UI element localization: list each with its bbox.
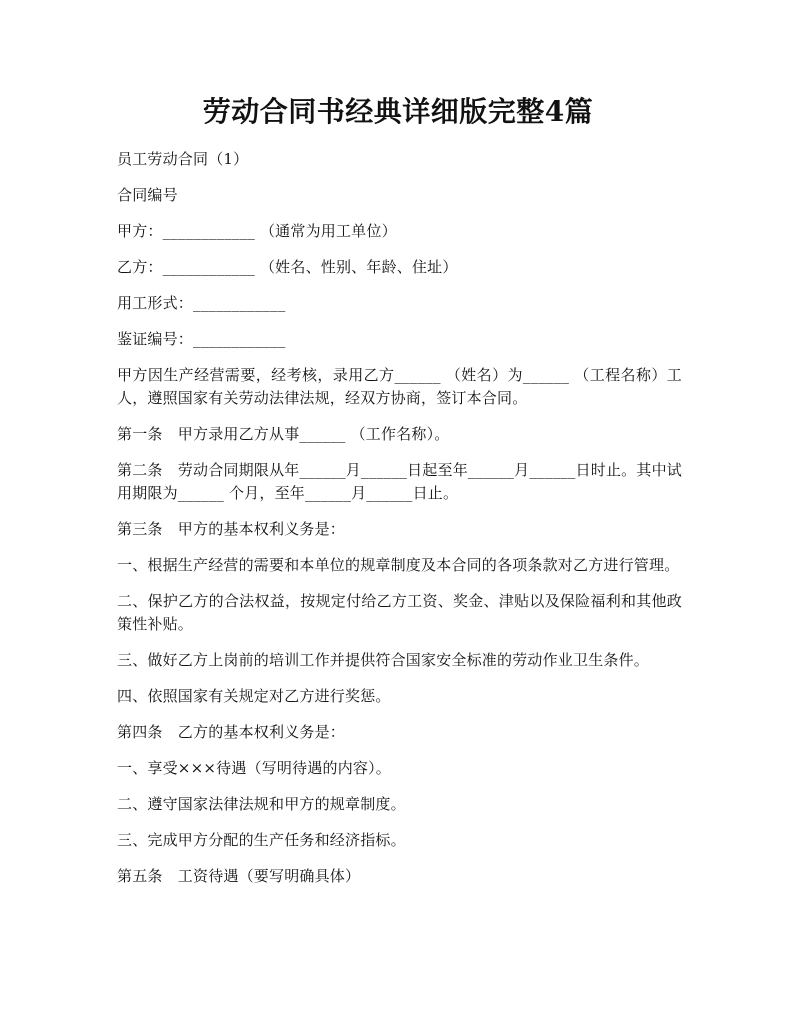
- paragraph-contract-number: 合同编号: [117, 186, 178, 204]
- document-body: [117, 148, 682, 901]
- paragraph-certification-number: 鉴证编号：____________: [117, 330, 286, 348]
- paragraph-preamble: 甲方因生产经营需要，经考核，录用乙方______ （姓名）为______ （工程名称）工人，遵照国家有关劳动法律法规，经双方协商，签订本合同。: [117, 366, 682, 407]
- paragraph-article-1: 第一条 甲方录用乙方从事______ （工作名称）。: [117, 425, 450, 443]
- paragraph-article-2: 第二条 劳动合同期限从年______月______日起至年______月______日时止。其中试用期限为______ 个月，至年______月______日止。: [117, 461, 682, 502]
- paragraph-article-4-item-3: 三、完成甲方分配的生产任务和经济指标。: [117, 831, 406, 849]
- paragraph-party-b: 乙方：____________ （姓名、性别、年龄、住址）: [117, 258, 458, 276]
- paragraph-article-5: 第五条 工资待遇（要写明确具体）: [117, 867, 361, 885]
- paragraph-article-3-item-2: 二、保护乙方的合法权益，按规定付给乙方工资、奖金、津贴以及保险福利和其他政策性补贴。: [117, 592, 682, 633]
- paragraph-party-a: 甲方：____________ （通常为用工单位）: [117, 222, 397, 240]
- document-title: 劳动合同书经典详细版完整4篇: [202, 95, 594, 128]
- paragraph-article-3-item-1: 一、根据生产经营的需要和本单位的规章制度及本合同的各项条款对乙方进行管理。: [117, 556, 680, 574]
- paragraph-article-3-item-4: 四、依照国家有关规定对乙方进行奖惩。: [117, 687, 391, 705]
- paragraph-article-4: 第四条 乙方的基本权利义务是：: [117, 723, 346, 741]
- paragraph-employment-form: 用工形式：____________: [117, 294, 286, 312]
- paragraph-article-3: 第三条 甲方的基本权利义务是：: [117, 520, 346, 538]
- paragraph-article-4-item-2: 二、遵守国家法律法规和甲方的规章制度。: [117, 795, 406, 813]
- paragraph-article-3-item-3: 三、做好乙方上岗前的培训工作并提供符合国家安全标准的劳动作业卫生条件。: [117, 651, 650, 669]
- paragraph-article-4-item-1: 一、享受×××待遇（写明待遇的内容）。: [117, 759, 392, 777]
- paragraph-contract-heading: 员工劳动合同（1）: [117, 150, 249, 168]
